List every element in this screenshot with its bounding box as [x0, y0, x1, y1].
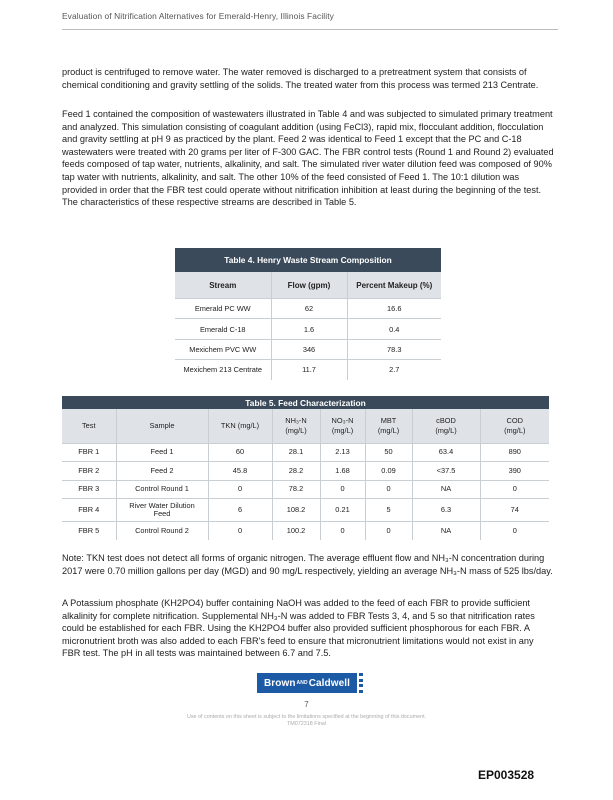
cell-line: Sample	[149, 421, 175, 430]
table-4-cell: 16.6	[347, 299, 441, 319]
cell-line: 50	[384, 447, 393, 457]
table-5-cell	[365, 444, 412, 462]
table-5-cell	[116, 480, 208, 498]
table-4-cell: Emerald C-18	[175, 319, 271, 339]
table-5-cell	[116, 499, 208, 522]
page-number: 7	[304, 700, 309, 709]
paragraph-centrate: product is centrifuged to remove water. The water removed is discharged to a pretreatment system that consists of chemical conditioning and gravity settling of the solids. The treated water from this process was termed 213 Centrate.	[62, 67, 539, 90]
cell-line: 0	[237, 525, 243, 535]
table-4-cell: 346	[271, 339, 347, 359]
cell-line: Feed 2	[150, 465, 174, 475]
table-5-cell	[62, 522, 116, 540]
table-4-cell: Mexichem PVC WW	[175, 339, 271, 359]
brown-and-caldwell-logo	[257, 673, 357, 693]
cell-line: (mg/L)	[504, 426, 526, 435]
cell-line: 74	[510, 504, 519, 514]
cell-line: 5	[386, 504, 391, 514]
cell-line: (mg/L)	[285, 426, 307, 435]
table-5-header-cell	[412, 409, 480, 444]
header-rule	[62, 29, 558, 30]
cell-line: 63.4	[438, 447, 454, 457]
table-4-cell: Mexichem 213 Centrate	[175, 360, 271, 380]
cell-line: 28.2	[288, 465, 304, 475]
table-5-grid	[62, 409, 549, 540]
table-5-cell	[208, 522, 272, 540]
table-row	[175, 319, 441, 339]
table-5-cell	[320, 480, 365, 498]
table-5-header-cell	[480, 409, 549, 444]
cell-line: 108.2	[286, 504, 306, 514]
footer-disclaimer-line-1: Use of contents on this sheet is subject to the limitations specified at the beginning of this document.	[186, 714, 427, 720]
table-4-title: Table 4. Henry Waste Stream Composition	[175, 248, 441, 272]
table-5-cell	[208, 480, 272, 498]
table-5-header-cell	[272, 409, 320, 444]
table-row	[175, 339, 441, 359]
table-5-cell	[320, 522, 365, 540]
bates-number: EP003528	[478, 768, 535, 782]
table-5-cell	[480, 499, 549, 522]
table-5-cell	[272, 462, 320, 480]
cell-line: 2.13	[335, 447, 350, 457]
table-5-cell	[480, 444, 549, 462]
paragraph-tkn-note: Note: TKN test does not detect all forms of organic nitrogen. The average effluent flow and NH₃-N concentration during 2017 were 0.70 million gallons per day (MGD) and 90 mg/L respectively, yielding an average NH₃-N mass of 525 lbs/day.	[62, 553, 553, 576]
table-5-cell	[365, 480, 412, 498]
cell-line: 390	[508, 465, 521, 475]
table-4	[175, 248, 441, 380]
cell-line: (mg/L)	[331, 426, 354, 435]
cell-line: 6.3	[440, 504, 452, 514]
cell-line: FBR 5	[78, 525, 100, 535]
cell-line: 45.8	[232, 465, 248, 475]
cell-line: 0	[340, 484, 345, 494]
logo-text-brown: Brown	[263, 677, 296, 689]
cell-line: FBR 4	[78, 504, 100, 514]
cell-line: 890	[508, 447, 521, 457]
cell-line: NA	[440, 525, 452, 535]
logo-text-caldwell: Caldwell	[308, 677, 351, 689]
table-5-header-cell	[208, 409, 272, 444]
table-5-cell	[62, 462, 116, 480]
table-5-header-cell	[62, 409, 116, 444]
table-4-cell: 11.7	[271, 360, 347, 380]
cell-line: (mg/L)	[435, 426, 457, 435]
cell-line: 0.09	[381, 465, 396, 475]
cell-line: River Water Dilution	[129, 500, 195, 510]
table-5-cell	[272, 444, 320, 462]
table-5-cell	[62, 499, 116, 522]
table-5-cell	[320, 499, 365, 522]
table-5-cell	[116, 444, 208, 462]
table-row	[62, 444, 549, 462]
table-4-header-cell: Stream	[175, 272, 271, 299]
table-5-header-cell	[320, 409, 365, 444]
table-5-cell	[412, 499, 480, 522]
table-5-cell	[208, 444, 272, 462]
cell-line: 0	[386, 525, 391, 535]
table-5-cell	[480, 462, 549, 480]
logo-text-and: AND	[296, 680, 308, 686]
table-4-cell: 0.4	[347, 319, 441, 339]
cell-line: Test	[81, 421, 96, 430]
cell-line: Control Round 2	[135, 525, 189, 535]
table-5-cell	[62, 444, 116, 462]
table-5-cell	[320, 462, 365, 480]
cell-line: (mg/L)	[377, 426, 400, 435]
cell-line: 6	[237, 504, 243, 514]
table-5-cell	[412, 462, 480, 480]
cell-line: 0.21	[335, 504, 350, 514]
table-5-header-cell	[116, 409, 208, 444]
table-row	[62, 522, 549, 540]
cell-line: 100.2	[286, 525, 306, 535]
table-4-grid	[175, 272, 441, 380]
table-5-cell	[320, 444, 365, 462]
cell-line: 78.2	[288, 484, 304, 494]
table-4-cell: 1.6	[271, 319, 347, 339]
table-5-cell	[412, 480, 480, 498]
cell-line: cBOD	[436, 416, 456, 425]
cell-line: MBT	[380, 416, 397, 425]
table-5-cell	[365, 522, 412, 540]
cell-line: <37.5	[436, 465, 456, 475]
table-row	[62, 462, 549, 480]
cell-line: 0	[512, 484, 517, 494]
table-5-cell	[116, 522, 208, 540]
cell-line: TKN (mg/L)	[220, 421, 260, 430]
cell-line: 0	[512, 525, 517, 535]
cell-line: FBR 2	[78, 465, 100, 475]
cell-line: NH₃-N	[285, 416, 307, 425]
cell-line: Feed	[153, 509, 171, 519]
cell-line: 0	[237, 484, 243, 494]
logo-bars-icon	[359, 673, 363, 693]
footer-disclaimer-line-2: TM072318 Final	[287, 721, 326, 727]
table-5-cell	[272, 480, 320, 498]
table-row	[175, 360, 441, 380]
cell-line: 60	[235, 447, 245, 457]
table-5-title: Table 5. Feed Characterization	[62, 396, 549, 409]
table-row	[62, 480, 549, 498]
table-5-header-cell	[365, 409, 412, 444]
footer-disclaimer	[160, 714, 453, 728]
paragraph-feed-description: Feed 1 contained the composition of wastewaters illustrated in Table 4 and was subjected to simulated primary treatment and analyzed. This simulation consisting of coagulant addition (using FeCl3), rapid mix, flocculant addition, flocculation and gravity settling at pH 9 as practiced by the plant. Feed 2 was identical to Feed 1 except that the PC and C-18 wastewaters were treated with 20 grams per liter of F-300 GAC. The FBR control tests (Round 1 and Round 2) evaluated feeds composed of tap water, nutrients, alkalinity, and salt. The simulated river water dilution feed was composed of 90% tap water with nutrients, alkalinity, and salt. The other 10% of the feed consisted of Feed 1. The 10:1 dilution was provided in order that the FBR test could operate without nitrification inhibition at least during the beginning of the test. The characteristics of these respective streams are described in Table 5.	[62, 109, 554, 208]
table-4-header-cell: Flow (gpm)	[271, 272, 347, 299]
table-4-cell: 62	[271, 299, 347, 319]
cell-line: 0	[386, 484, 391, 494]
cell-line: FBR 1	[78, 447, 100, 457]
table-row	[62, 499, 549, 522]
table-5-cell	[412, 522, 480, 540]
table-5-cell	[208, 462, 272, 480]
table-5-cell	[62, 480, 116, 498]
cell-line: NO₃-N	[331, 416, 354, 425]
cell-line: Feed 1	[150, 447, 174, 457]
table-5-cell	[480, 522, 549, 540]
table-5-cell	[365, 462, 412, 480]
table-5-cell	[365, 499, 412, 522]
cell-line: Control Round 1	[135, 484, 189, 494]
cell-line: 1.68	[335, 465, 350, 475]
cell-line: NA	[440, 484, 452, 494]
cell-line: 0	[340, 525, 345, 535]
running-header: Evaluation of Nitrification Alternatives for Emerald-Henry, Illinois Facility	[62, 11, 334, 21]
table-4-header-cell: Percent Makeup (%)	[347, 272, 441, 299]
table-5-cell	[272, 522, 320, 540]
table-5-cell	[272, 499, 320, 522]
table-5-cell	[116, 462, 208, 480]
paragraph-buffer: A Potassium phosphate (KH2PO4) buffer containing NaOH was added to the feed of each FBR to provide sufficient alkalinity for complete nitrification. Supplemental NH₃-N was added to FBR Tests 3, 4, and 5 so that nitrification rates could be established for each FBR. Using the KH2PO4 buffer also provided sufficient phosphorous for each FBR. A micronutrient broth was also added to each FBR's feed to ensure that micronutrient limitations would not exist in any FBR test. The pH in all tests was maintained between 6.7 and 7.5.	[62, 598, 535, 659]
cell-line: 28.1	[288, 447, 304, 457]
table-5-cell	[208, 499, 272, 522]
table-5	[62, 396, 549, 540]
cell-line: COD	[506, 416, 523, 425]
table-4-cell: 78.3	[347, 339, 441, 359]
table-5-cell	[412, 444, 480, 462]
table-5-cell	[480, 480, 549, 498]
table-4-cell: 2.7	[347, 360, 441, 380]
cell-line: FBR 3	[78, 484, 100, 494]
table-row	[175, 299, 441, 319]
table-4-cell: Emerald PC WW	[175, 299, 271, 319]
